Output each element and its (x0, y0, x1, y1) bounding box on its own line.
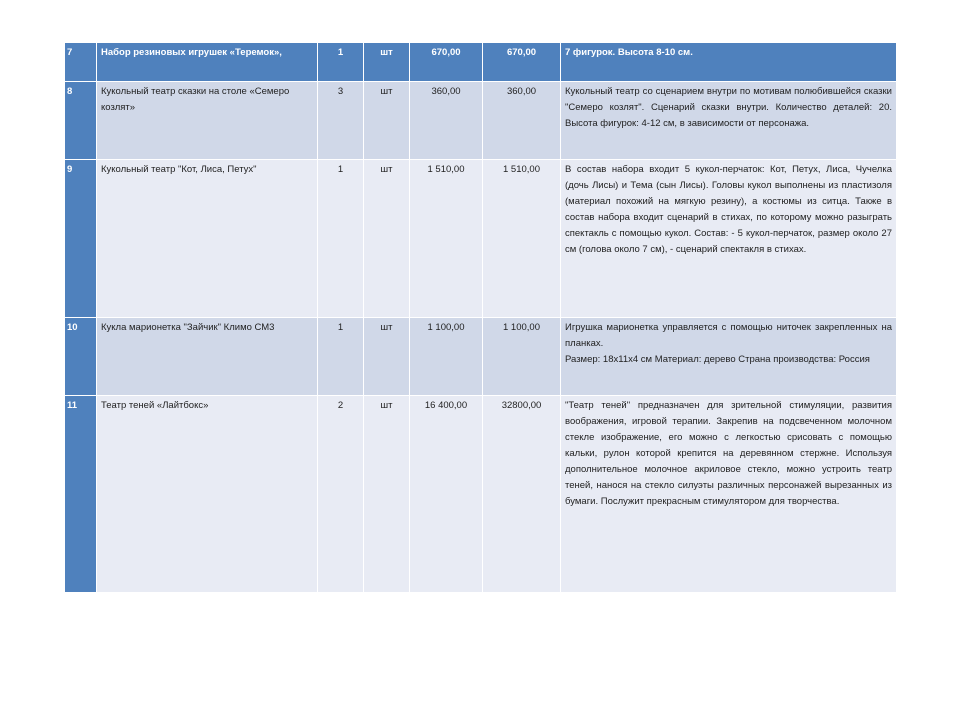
item-price: 16 400,00 (410, 396, 483, 593)
item-price: 1 100,00 (410, 318, 483, 396)
item-description (561, 43, 897, 82)
item-sum: 1 100,00 (483, 318, 561, 396)
table-row (65, 160, 897, 318)
table-row (65, 43, 897, 82)
row-number: 11 (65, 396, 97, 593)
item-price: 670,00 (410, 43, 483, 82)
row-number: 8 (65, 82, 97, 160)
description-paragraph: 7 фигурок. Высота 8-10 см. (565, 47, 693, 58)
item-quantity: 1 (318, 160, 364, 318)
table-row (65, 82, 897, 160)
item-price: 1 510,00 (410, 160, 483, 318)
item-description (561, 160, 897, 318)
description-paragraph: Размер: 18x11x4 см Материал: дерево Страна производства: Россия (565, 354, 870, 365)
row-number: 9 (65, 160, 97, 318)
item-price: 360,00 (410, 82, 483, 160)
item-quantity: 2 (318, 396, 364, 593)
item-description (561, 318, 897, 396)
row-number: 10 (65, 318, 97, 396)
description-paragraph: Игрушка марионетка управляется с помощью ниточек закрепленных на планках. (565, 322, 892, 349)
item-name: Кукольный театр сказки на столе «Семеро козлят» (97, 82, 318, 160)
item-sum: 32800,00 (483, 396, 561, 593)
item-name: Кукольный театр "Кот, Лиса, Петух" (97, 160, 318, 318)
description-paragraph: Кукольный театр со сценарием внутри по мотивам полюбившейся сказки "Семеро козлят". Сценарий сказки внутри. Количество деталей: 20. Высота фигурок: 4-12 см, в зависимости от персонажа. (565, 86, 892, 129)
item-name: Кукла марионетка "Зайчик" Климо СМ3 (97, 318, 318, 396)
item-quantity: 3 (318, 82, 364, 160)
item-quantity: 1 (318, 318, 364, 396)
description-paragraph: "Театр теней" предназначен для зрительной стимуляции, развития воображения, игровой терапии. Закрепив на подсвеченном молочном стекле изображение, его можно с легкостью срисовать с помощью кальки, рулон которой крепится на деревянном стержне. Используя дополнительное молочное акриловое стекло, можно устроить театр теней, нанося на стекло силуэты различных персонажей вырезанных из бумаги. Послужит прекрасным стимулятором для творчества. (565, 400, 892, 507)
item-unit: шт (364, 318, 410, 396)
item-sum: 360,00 (483, 82, 561, 160)
description-paragraph: В состав набора входит 5 кукол-перчаток: Кот, Петух, Лиса, Чучелка (дочь Лисы) и Тема (сын Лисы). Головы кукол выполнены из пластизоля (материал похожий на мягкую резину), а костюмы из ситца. Также в состав набора входит сценарий в стихах, по которому можно разыграть спектакль с помощью кукол. Состав: - 5 кукол-перчаток, размер около 27 см (голова около 7 см), - сценарий спектакля в стихах. (565, 164, 892, 255)
table-row (65, 396, 897, 593)
item-unit: шт (364, 160, 410, 318)
item-name: Набор резиновых игрушек «Теремок», (97, 43, 318, 82)
item-sum: 670,00 (483, 43, 561, 82)
table-row (65, 318, 897, 396)
products-table (64, 42, 897, 593)
item-sum: 1 510,00 (483, 160, 561, 318)
item-description (561, 82, 897, 160)
row-number: 7 (65, 43, 97, 82)
item-name: Театр теней «Лайтбокс» (97, 396, 318, 593)
item-unit: шт (364, 82, 410, 160)
item-description (561, 396, 897, 593)
item-unit: шт (364, 43, 410, 82)
item-unit: шт (364, 396, 410, 593)
item-quantity: 1 (318, 43, 364, 82)
